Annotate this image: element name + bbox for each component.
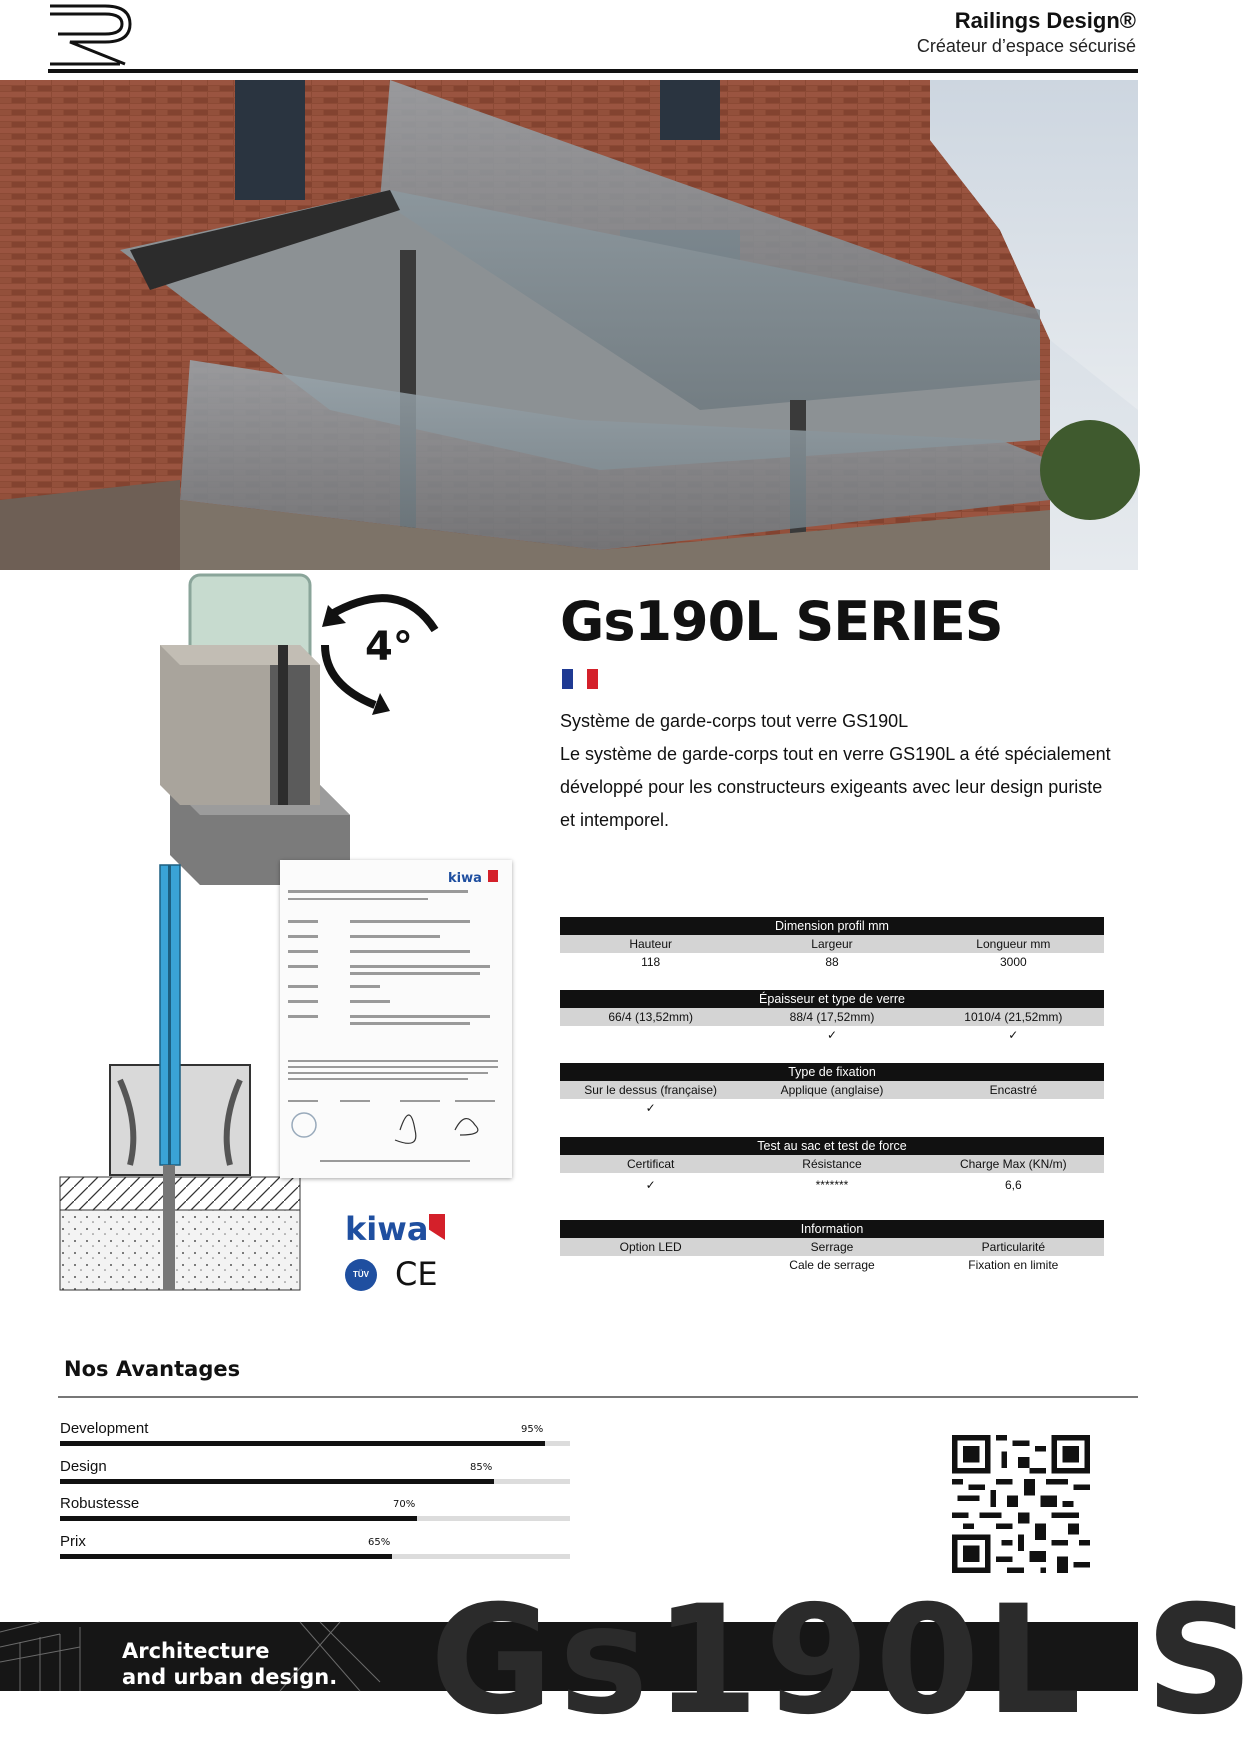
advantage-value: 70% — [393, 1499, 416, 1510]
advantage-value: 65% — [368, 1537, 391, 1548]
spec-cell — [560, 1026, 741, 1044]
advantage-label: Design — [60, 1458, 107, 1475]
profile-cross-section-drawing — [60, 865, 300, 1290]
spec-cell: 88/4 (17,52mm) — [789, 1010, 875, 1024]
tuv-icon — [345, 1259, 377, 1291]
railings-design-logo — [50, 0, 150, 70]
spec-cell: ******* — [815, 1178, 849, 1192]
description-line: Le système de garde-corps tout en verre GS190L a été spécialement — [560, 744, 1111, 764]
brand-block — [738, 8, 1138, 57]
spec-cell: Sur le dessus (française) — [584, 1083, 718, 1097]
tuv-label: TÜV — [353, 1270, 369, 1279]
advantage-track — [60, 1479, 570, 1484]
spec-cell: Option LED — [619, 1240, 682, 1254]
angle-label: 4° — [365, 624, 413, 670]
footer-tagline-line: and urban design. — [122, 1665, 338, 1689]
spec-value-row — [560, 1026, 1104, 1044]
description-line: et intemporel. — [560, 810, 670, 830]
advantage-track — [60, 1516, 570, 1521]
description-line: développé pour les constructeurs exigeants avec leur design puriste — [560, 777, 1103, 797]
brand-tagline: Créateur d’espace sécurisé — [916, 36, 1136, 56]
advantage-robustesse — [60, 1495, 570, 1525]
spec-cell: Encastré — [989, 1083, 1037, 1097]
spec-table-title: Type de fixation — [560, 1063, 1104, 1081]
footer-tagline-line: Architecture — [122, 1639, 270, 1663]
spec-table-information — [560, 1220, 1104, 1274]
tuv-ce-marks — [345, 1255, 455, 1295]
ce-mark-icon: CE — [395, 1255, 438, 1293]
advantage-bar — [60, 1554, 392, 1559]
certificate-kiwa-brand: kiwa — [448, 871, 482, 886]
footer-tagline — [122, 1638, 337, 1690]
advantage-track — [60, 1441, 570, 1446]
spec-cell: Hauteur — [629, 937, 673, 951]
spec-cell: Fixation en limite — [968, 1258, 1059, 1272]
spec-header-row — [560, 1081, 1104, 1099]
spec-check: ✓ — [645, 1178, 656, 1192]
flag-stripe-white — [576, 669, 584, 689]
spec-value-row — [560, 953, 1104, 971]
kiwa-logo — [345, 1210, 455, 1250]
advantage-bar — [60, 1479, 494, 1484]
spec-table-title: Information — [560, 1220, 1104, 1238]
qr-code[interactable] — [952, 1435, 1090, 1573]
brand-name: Railings Design® — [954, 8, 1136, 33]
header-rule — [48, 69, 1138, 73]
kiwa-flag-icon — [429, 1214, 445, 1240]
spec-value-row — [560, 1173, 1104, 1197]
spec-cell: 66/4 (13,52mm) — [608, 1010, 694, 1024]
spec-header-row — [560, 1008, 1104, 1026]
advantage-label: Development — [60, 1420, 149, 1437]
spec-value-row — [560, 1256, 1104, 1274]
spec-cell: Certificat — [626, 1157, 675, 1171]
kiwa-certificate-document — [280, 860, 512, 1178]
footer-watermark: Gs190L S — [430, 1574, 1259, 1748]
spec-header-row — [560, 935, 1104, 953]
advantage-value: 95% — [521, 1424, 544, 1435]
spec-table-tests — [560, 1137, 1104, 1197]
spec-table-dimensions — [560, 917, 1104, 971]
spec-cell — [560, 1256, 741, 1274]
advantage-track — [60, 1554, 570, 1559]
spec-cell: Résistance — [802, 1157, 862, 1171]
spec-check: ✓ — [826, 1028, 838, 1042]
advantage-label: Robustesse — [60, 1495, 140, 1512]
spec-cell: Charge Max (KN/m) — [959, 1157, 1067, 1171]
description-line: Système de garde-corps tout verre GS190L — [560, 711, 909, 731]
spec-cell: Longueur mm — [976, 937, 1051, 951]
flag-stripe-red — [587, 669, 598, 689]
advantage-prix — [60, 1533, 570, 1563]
spec-cell: Particularité — [981, 1240, 1045, 1254]
spec-check: ✓ — [1008, 1028, 1019, 1042]
spec-table-title: Test au sac et test de force — [560, 1137, 1104, 1155]
french-flag-icon — [562, 669, 600, 689]
spec-table-fixing — [560, 1063, 1104, 1117]
kiwa-wordmark: kiwa — [345, 1210, 429, 1248]
spec-cell: Largeur — [811, 937, 853, 951]
spec-check: ✓ — [645, 1101, 656, 1115]
spec-table-title: Épaisseur et type de verre — [560, 990, 1104, 1008]
spec-cell: 118 — [641, 955, 661, 969]
hero-balcony-photo — [0, 80, 1138, 570]
advantage-bar — [60, 1516, 417, 1521]
advantage-design — [60, 1458, 570, 1488]
certificate-content — [280, 860, 512, 1178]
footer-band — [0, 1574, 1259, 1748]
advantages-title: Nos Avantages — [64, 1357, 241, 1381]
spec-table-title: Dimension profil mm — [560, 917, 1104, 935]
advantage-label: Prix — [60, 1533, 86, 1550]
spec-cell — [923, 1099, 1104, 1117]
advantage-value: 85% — [470, 1462, 493, 1473]
spec-table-glass — [560, 990, 1104, 1044]
advantage-development — [60, 1420, 570, 1450]
spec-cell: 88 — [825, 955, 839, 969]
spec-cell: 1010/4 (21,52mm) — [964, 1010, 1063, 1024]
spec-cell — [741, 1099, 922, 1117]
spec-cell: Serrage — [810, 1240, 854, 1254]
product-title: Gs190L SERIES — [560, 590, 1003, 653]
spec-value-row — [560, 1099, 1104, 1117]
spec-header-row — [560, 1238, 1104, 1256]
spec-cell: Applique (anglaise) — [780, 1083, 884, 1097]
spec-cell: Cale de serrage — [789, 1258, 875, 1272]
product-description — [560, 705, 1140, 837]
advantage-bar — [60, 1441, 545, 1446]
flag-stripe-blue — [562, 669, 573, 689]
spec-cell: 3000 — [999, 955, 1027, 969]
profile-3d-illustration — [150, 575, 490, 895]
spec-header-row — [560, 1155, 1104, 1173]
spec-cell: 6,6 — [1004, 1178, 1022, 1192]
advantages-rule — [58, 1396, 1138, 1398]
